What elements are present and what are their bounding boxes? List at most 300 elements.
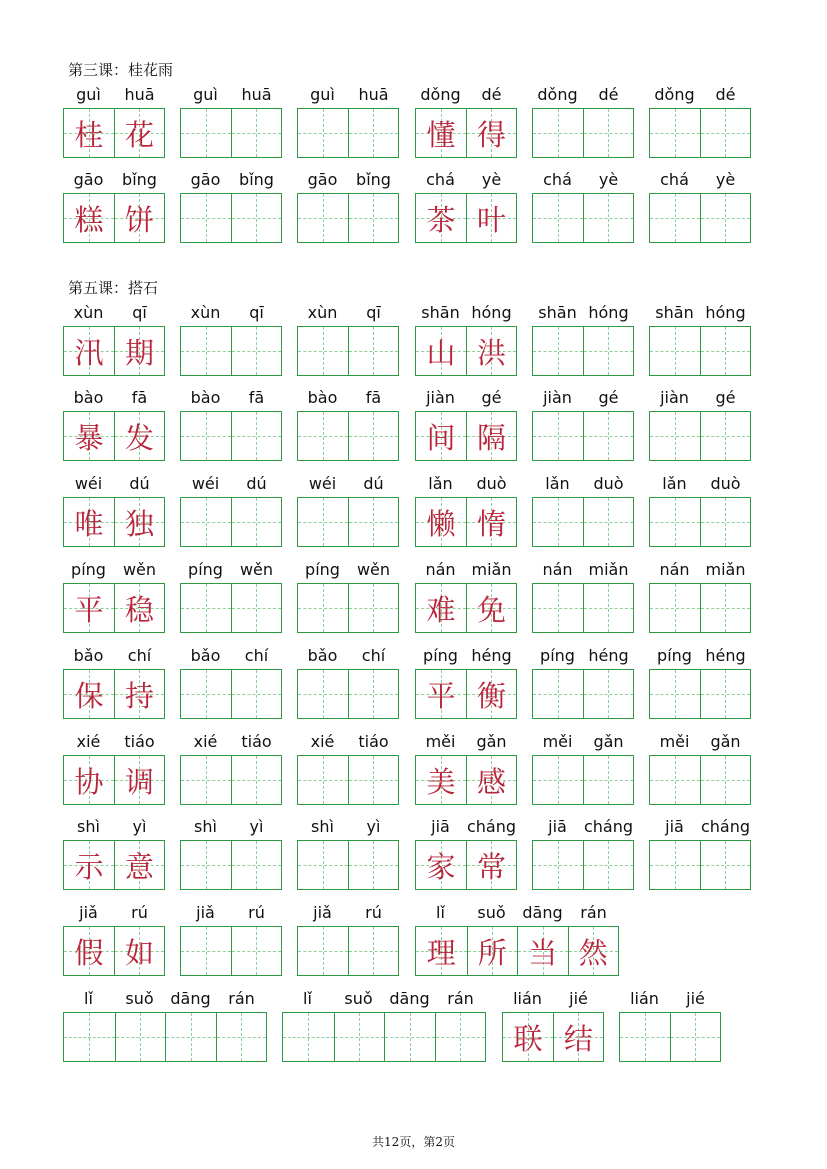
word-group bbox=[415, 474, 517, 547]
hanzi-character bbox=[701, 498, 750, 546]
pinyin-label: tiáo bbox=[124, 732, 155, 751]
practice-cell[interactable] bbox=[181, 412, 231, 460]
practice-cell[interactable] bbox=[348, 109, 398, 157]
pinyin-label: jiā bbox=[665, 817, 684, 836]
practice-cell[interactable] bbox=[181, 756, 231, 804]
practice-cell[interactable] bbox=[435, 1013, 486, 1061]
character-cell bbox=[466, 756, 516, 804]
hanzi-character bbox=[181, 670, 231, 718]
practice-cell[interactable] bbox=[583, 109, 633, 157]
practice-cell[interactable] bbox=[231, 327, 281, 375]
practice-cell[interactable] bbox=[533, 584, 583, 632]
practice-cell[interactable] bbox=[650, 670, 700, 718]
character-cell bbox=[416, 412, 466, 460]
pinyin-label: bào bbox=[190, 388, 221, 407]
practice-cell[interactable] bbox=[384, 1013, 435, 1061]
character-cell bbox=[114, 412, 164, 460]
word-group bbox=[180, 388, 282, 461]
hanzi-character bbox=[650, 841, 700, 889]
hanzi-character: 糕 bbox=[74, 202, 104, 237]
practice-cell[interactable] bbox=[348, 194, 398, 242]
hanzi-character: 常 bbox=[476, 849, 506, 884]
practice-cell[interactable] bbox=[348, 584, 398, 632]
word-group bbox=[649, 303, 751, 376]
pinyin-label: yè bbox=[715, 170, 736, 189]
writing-grid bbox=[297, 411, 399, 461]
practice-cell[interactable] bbox=[181, 670, 231, 718]
hanzi-character bbox=[232, 927, 281, 975]
word-group bbox=[63, 989, 267, 1062]
character-cell bbox=[416, 584, 466, 632]
practice-cell[interactable] bbox=[650, 327, 700, 375]
pinyin-label: cháng bbox=[583, 817, 634, 836]
pinyin-label: gāo bbox=[73, 170, 104, 189]
hanzi-character bbox=[181, 584, 231, 632]
pinyin-label: bào bbox=[307, 388, 338, 407]
word-group bbox=[532, 732, 634, 805]
hanzi-character: 懂 bbox=[426, 117, 456, 152]
writing-grid bbox=[415, 108, 517, 158]
hanzi-character: 持 bbox=[124, 678, 154, 713]
practice-cell[interactable] bbox=[165, 1013, 216, 1061]
pinyin-label: huā bbox=[241, 85, 272, 104]
pinyin-label: suǒ bbox=[477, 903, 506, 922]
practice-cell[interactable] bbox=[181, 498, 231, 546]
character-cell bbox=[568, 927, 619, 975]
writing-grid bbox=[180, 108, 282, 158]
character-cell bbox=[114, 327, 164, 375]
practice-cell[interactable] bbox=[231, 109, 281, 157]
pinyin-label: chí bbox=[127, 646, 152, 665]
pinyin-label: chá bbox=[660, 170, 689, 189]
practice-cell[interactable] bbox=[700, 194, 750, 242]
pinyin-label: wěn bbox=[356, 560, 391, 579]
hanzi-character bbox=[232, 412, 281, 460]
hanzi-character: 免 bbox=[476, 592, 506, 627]
practice-cell[interactable] bbox=[583, 498, 633, 546]
pinyin-label: lǎn bbox=[662, 474, 687, 493]
pinyin-label: shì bbox=[311, 817, 334, 836]
practice-cell[interactable] bbox=[298, 841, 348, 889]
pinyin-label: jiàn bbox=[543, 388, 572, 407]
hanzi-character bbox=[349, 327, 398, 375]
pinyin-label: chá bbox=[543, 170, 572, 189]
hanzi-character bbox=[181, 327, 231, 375]
practice-cell[interactable] bbox=[231, 670, 281, 718]
character-cell bbox=[114, 670, 164, 718]
practice-cell[interactable] bbox=[231, 756, 281, 804]
pinyin-label: chá bbox=[426, 170, 455, 189]
character-cell bbox=[466, 584, 516, 632]
hanzi-character bbox=[181, 498, 231, 546]
writing-grid bbox=[297, 669, 399, 719]
hanzi-character: 结 bbox=[563, 1021, 593, 1056]
practice-cell[interactable] bbox=[216, 1013, 267, 1061]
practice-cell[interactable] bbox=[583, 670, 633, 718]
pinyin-label: lǐ bbox=[303, 989, 312, 1008]
writing-grid bbox=[297, 755, 399, 805]
pinyin-label: jiǎ bbox=[196, 903, 215, 922]
hanzi-character: 理 bbox=[426, 935, 456, 970]
writing-grid bbox=[649, 497, 751, 547]
hanzi-character bbox=[533, 756, 583, 804]
hanzi-character: 暴 bbox=[74, 420, 104, 455]
pinyin-label: miǎn bbox=[705, 560, 746, 579]
hanzi-character bbox=[181, 927, 231, 975]
pinyin-label: qī bbox=[366, 303, 381, 322]
hanzi-character bbox=[436, 1013, 486, 1061]
word-group bbox=[649, 646, 751, 719]
hanzi-character bbox=[181, 841, 231, 889]
practice-cell[interactable] bbox=[700, 584, 750, 632]
hanzi-character bbox=[650, 670, 700, 718]
practice-cell[interactable] bbox=[700, 498, 750, 546]
word-group bbox=[282, 989, 486, 1062]
practice-cell[interactable] bbox=[348, 841, 398, 889]
character-cell bbox=[416, 927, 467, 975]
writing-grid bbox=[63, 583, 165, 633]
practice-cell[interactable] bbox=[181, 927, 231, 975]
character-cell bbox=[503, 1013, 553, 1061]
writing-grid bbox=[415, 193, 517, 243]
writing-grid bbox=[532, 755, 634, 805]
writing-grid bbox=[649, 583, 751, 633]
practice-cell[interactable] bbox=[181, 584, 231, 632]
practice-cell[interactable] bbox=[700, 841, 750, 889]
practice-cell[interactable] bbox=[533, 109, 583, 157]
practice-cell[interactable] bbox=[298, 109, 348, 157]
character-cell bbox=[416, 498, 466, 546]
writing-grid bbox=[649, 326, 751, 376]
pinyin-label: rán bbox=[447, 989, 474, 1008]
character-cell bbox=[416, 756, 466, 804]
hanzi-character bbox=[584, 756, 633, 804]
hanzi-character bbox=[671, 1013, 720, 1061]
word-group bbox=[63, 560, 165, 633]
word-group bbox=[63, 646, 165, 719]
pinyin-label: héng bbox=[705, 646, 746, 665]
hanzi-character bbox=[701, 841, 750, 889]
hanzi-character: 桂 bbox=[74, 117, 104, 152]
practice-cell[interactable] bbox=[298, 756, 348, 804]
pinyin-label: bǎo bbox=[307, 646, 338, 665]
pinyin-label: hóng bbox=[705, 303, 746, 322]
practice-cell[interactable] bbox=[348, 327, 398, 375]
pinyin-label: wěn bbox=[122, 560, 157, 579]
hanzi-character bbox=[701, 327, 750, 375]
writing-grid bbox=[415, 755, 517, 805]
practice-cell[interactable] bbox=[298, 927, 348, 975]
practice-cell[interactable] bbox=[231, 927, 281, 975]
word-group bbox=[180, 560, 282, 633]
character-cell bbox=[114, 841, 164, 889]
hanzi-character: 家 bbox=[426, 849, 456, 884]
hanzi-character bbox=[232, 841, 281, 889]
pinyin-label: guì bbox=[76, 85, 101, 104]
pinyin-label: lǎn bbox=[428, 474, 453, 493]
pinyin-label: xié bbox=[310, 732, 335, 751]
practice-cell[interactable] bbox=[533, 498, 583, 546]
practice-cell[interactable] bbox=[583, 584, 633, 632]
practice-cell[interactable] bbox=[670, 1013, 720, 1061]
practice-cell[interactable] bbox=[533, 670, 583, 718]
practice-cell[interactable] bbox=[231, 412, 281, 460]
pinyin-label: bǐng bbox=[356, 170, 391, 189]
practice-cell[interactable] bbox=[348, 756, 398, 804]
character-cell bbox=[114, 584, 164, 632]
word-group bbox=[532, 170, 634, 243]
practice-cell[interactable] bbox=[700, 327, 750, 375]
hanzi-character bbox=[584, 412, 633, 460]
hanzi-character bbox=[166, 1013, 216, 1061]
character-cell bbox=[64, 412, 114, 460]
word-group bbox=[415, 817, 517, 890]
hanzi-character bbox=[650, 584, 700, 632]
practice-cell[interactable] bbox=[700, 670, 750, 718]
hanzi-character: 独 bbox=[124, 506, 154, 541]
hanzi-character bbox=[701, 756, 750, 804]
pinyin-label: gāo bbox=[307, 170, 338, 189]
writing-grid bbox=[63, 193, 165, 243]
hanzi-character bbox=[298, 412, 348, 460]
practice-cell[interactable] bbox=[650, 194, 700, 242]
practice-cell[interactable] bbox=[583, 327, 633, 375]
character-cell bbox=[114, 194, 164, 242]
hanzi-character bbox=[232, 498, 281, 546]
hanzi-character bbox=[298, 841, 348, 889]
writing-grid bbox=[649, 669, 751, 719]
pinyin-label: qī bbox=[249, 303, 264, 322]
word-group bbox=[415, 732, 517, 805]
pinyin-label: dé bbox=[481, 85, 502, 104]
pinyin-label: duò bbox=[710, 474, 741, 493]
hanzi-character bbox=[584, 194, 633, 242]
pinyin-label: hóng bbox=[471, 303, 512, 322]
hanzi-character bbox=[232, 670, 281, 718]
hanzi-character bbox=[701, 670, 750, 718]
pinyin-label: suǒ bbox=[344, 989, 373, 1008]
practice-cell[interactable] bbox=[231, 194, 281, 242]
practice-cell[interactable] bbox=[583, 756, 633, 804]
hanzi-character bbox=[298, 498, 348, 546]
practice-cell[interactable] bbox=[533, 194, 583, 242]
practice-cell[interactable] bbox=[583, 194, 633, 242]
practice-cell[interactable] bbox=[583, 412, 633, 460]
pinyin-label: jié bbox=[569, 989, 588, 1008]
pinyin-label: miǎn bbox=[471, 560, 512, 579]
word-group bbox=[297, 560, 399, 633]
writing-grid bbox=[532, 497, 634, 547]
pinyin-label: dé bbox=[715, 85, 736, 104]
pinyin-label: dāng bbox=[389, 989, 430, 1008]
pinyin-label: huā bbox=[124, 85, 155, 104]
hanzi-character bbox=[533, 670, 583, 718]
hanzi-character bbox=[650, 327, 700, 375]
word-group bbox=[297, 85, 399, 158]
practice-cell[interactable] bbox=[700, 412, 750, 460]
practice-cell[interactable] bbox=[650, 841, 700, 889]
word-group bbox=[63, 170, 165, 243]
practice-cell[interactable] bbox=[533, 756, 583, 804]
writing-grid bbox=[180, 840, 282, 890]
hanzi-character bbox=[116, 1013, 166, 1061]
practice-cell[interactable] bbox=[533, 412, 583, 460]
practice-cell[interactable] bbox=[181, 327, 231, 375]
hanzi-character: 间 bbox=[426, 420, 456, 455]
practice-cell[interactable] bbox=[181, 841, 231, 889]
word-group bbox=[63, 732, 165, 805]
word-group bbox=[297, 646, 399, 719]
pinyin-label: xié bbox=[193, 732, 218, 751]
practice-cell[interactable] bbox=[650, 412, 700, 460]
practice-cell[interactable] bbox=[298, 412, 348, 460]
pinyin-label: guì bbox=[193, 85, 218, 104]
practice-cell[interactable] bbox=[115, 1013, 166, 1061]
pinyin-label: fā bbox=[248, 388, 265, 407]
hanzi-character: 难 bbox=[426, 592, 456, 627]
pinyin-label: chí bbox=[244, 646, 269, 665]
practice-cell[interactable] bbox=[583, 841, 633, 889]
pinyin-label: tiáo bbox=[241, 732, 272, 751]
pinyin-label: nán bbox=[659, 560, 690, 579]
hanzi-character: 保 bbox=[74, 678, 104, 713]
hanzi-character bbox=[533, 327, 583, 375]
writing-grid bbox=[532, 411, 634, 461]
word-group bbox=[415, 646, 517, 719]
hanzi-character bbox=[298, 927, 348, 975]
hanzi-character bbox=[701, 584, 750, 632]
hanzi-character: 稳 bbox=[124, 592, 154, 627]
pinyin-label: duò bbox=[476, 474, 507, 493]
hanzi-character bbox=[232, 194, 281, 242]
pinyin-label: suǒ bbox=[125, 989, 154, 1008]
pinyin-label: měi bbox=[659, 732, 690, 751]
character-cell bbox=[64, 841, 114, 889]
hanzi-character bbox=[349, 927, 398, 975]
word-group bbox=[532, 646, 634, 719]
word-group bbox=[180, 732, 282, 805]
practice-cell[interactable] bbox=[620, 1013, 670, 1061]
practice-cell[interactable] bbox=[181, 109, 231, 157]
word-group bbox=[63, 903, 165, 976]
practice-cell[interactable] bbox=[231, 584, 281, 632]
word-group bbox=[180, 170, 282, 243]
practice-cell[interactable] bbox=[298, 194, 348, 242]
character-cell bbox=[466, 109, 516, 157]
pinyin-label: bào bbox=[73, 388, 104, 407]
practice-cell[interactable] bbox=[298, 584, 348, 632]
pinyin-label: lǎn bbox=[545, 474, 570, 493]
character-cell bbox=[466, 194, 516, 242]
writing-grid bbox=[180, 193, 282, 243]
hanzi-character: 示 bbox=[74, 849, 104, 884]
character-cell bbox=[416, 841, 466, 889]
practice-cell[interactable] bbox=[650, 756, 700, 804]
hanzi-character bbox=[650, 194, 700, 242]
hanzi-character: 得 bbox=[476, 117, 506, 152]
hanzi-character bbox=[584, 841, 633, 889]
hanzi-character: 茶 bbox=[426, 202, 456, 237]
practice-cell[interactable] bbox=[348, 927, 398, 975]
writing-grid bbox=[63, 1012, 267, 1062]
word-group bbox=[180, 817, 282, 890]
hanzi-character: 懒 bbox=[426, 506, 456, 541]
writing-grid bbox=[649, 840, 751, 890]
pinyin-label: wéi bbox=[308, 474, 337, 493]
practice-cell[interactable] bbox=[283, 1013, 334, 1061]
character-cell bbox=[114, 498, 164, 546]
hanzi-character: 洪 bbox=[476, 335, 506, 370]
pinyin-label: jiā bbox=[548, 817, 567, 836]
practice-cell[interactable] bbox=[348, 670, 398, 718]
hanzi-character bbox=[298, 327, 348, 375]
hanzi-character bbox=[584, 327, 633, 375]
writing-grid bbox=[63, 108, 165, 158]
pinyin-label: wéi bbox=[191, 474, 220, 493]
practice-cell[interactable] bbox=[700, 109, 750, 157]
writing-grid bbox=[63, 926, 165, 976]
practice-cell[interactable] bbox=[298, 327, 348, 375]
word-group bbox=[415, 303, 517, 376]
character-cell bbox=[64, 194, 114, 242]
writing-grid bbox=[63, 840, 165, 890]
hanzi-character: 叶 bbox=[476, 202, 506, 237]
hanzi-character: 隔 bbox=[476, 420, 506, 455]
practice-cell[interactable] bbox=[348, 498, 398, 546]
practice-cell[interactable] bbox=[298, 670, 348, 718]
hanzi-character bbox=[181, 194, 231, 242]
pinyin-label: měi bbox=[425, 732, 456, 751]
pinyin-label: xùn bbox=[73, 303, 104, 322]
practice-cell[interactable] bbox=[298, 498, 348, 546]
practice-cell[interactable] bbox=[533, 327, 583, 375]
practice-cell[interactable] bbox=[348, 412, 398, 460]
pinyin-label: shān bbox=[655, 303, 694, 322]
practice-cell[interactable] bbox=[64, 1013, 115, 1061]
pinyin-label: lǐ bbox=[436, 903, 445, 922]
practice-cell[interactable] bbox=[181, 194, 231, 242]
word-group bbox=[180, 474, 282, 547]
pinyin-label: gǎn bbox=[710, 732, 741, 751]
hanzi-character: 然 bbox=[578, 935, 608, 970]
practice-cell[interactable] bbox=[700, 756, 750, 804]
hanzi-character: 意 bbox=[124, 849, 154, 884]
pinyin-label: gé bbox=[481, 388, 502, 407]
word-group bbox=[297, 732, 399, 805]
pinyin-label: héng bbox=[471, 646, 512, 665]
word-group bbox=[415, 560, 517, 633]
practice-cell[interactable] bbox=[334, 1013, 385, 1061]
pinyin-label: jié bbox=[686, 989, 705, 1008]
word-group bbox=[415, 85, 517, 158]
pinyin-label: jiǎ bbox=[79, 903, 98, 922]
hanzi-character bbox=[533, 412, 583, 460]
practice-cell[interactable] bbox=[231, 841, 281, 889]
word-group bbox=[415, 170, 517, 243]
pinyin-label: gāo bbox=[190, 170, 221, 189]
practice-cell[interactable] bbox=[650, 584, 700, 632]
hanzi-character bbox=[349, 584, 398, 632]
practice-cell[interactable] bbox=[650, 498, 700, 546]
character-cell bbox=[416, 194, 466, 242]
hanzi-character: 协 bbox=[74, 764, 104, 799]
pinyin-label: xié bbox=[76, 732, 101, 751]
practice-cell[interactable] bbox=[650, 109, 700, 157]
word-group bbox=[649, 732, 751, 805]
practice-cell[interactable] bbox=[231, 498, 281, 546]
writing-grid bbox=[180, 583, 282, 633]
practice-cell[interactable] bbox=[533, 841, 583, 889]
